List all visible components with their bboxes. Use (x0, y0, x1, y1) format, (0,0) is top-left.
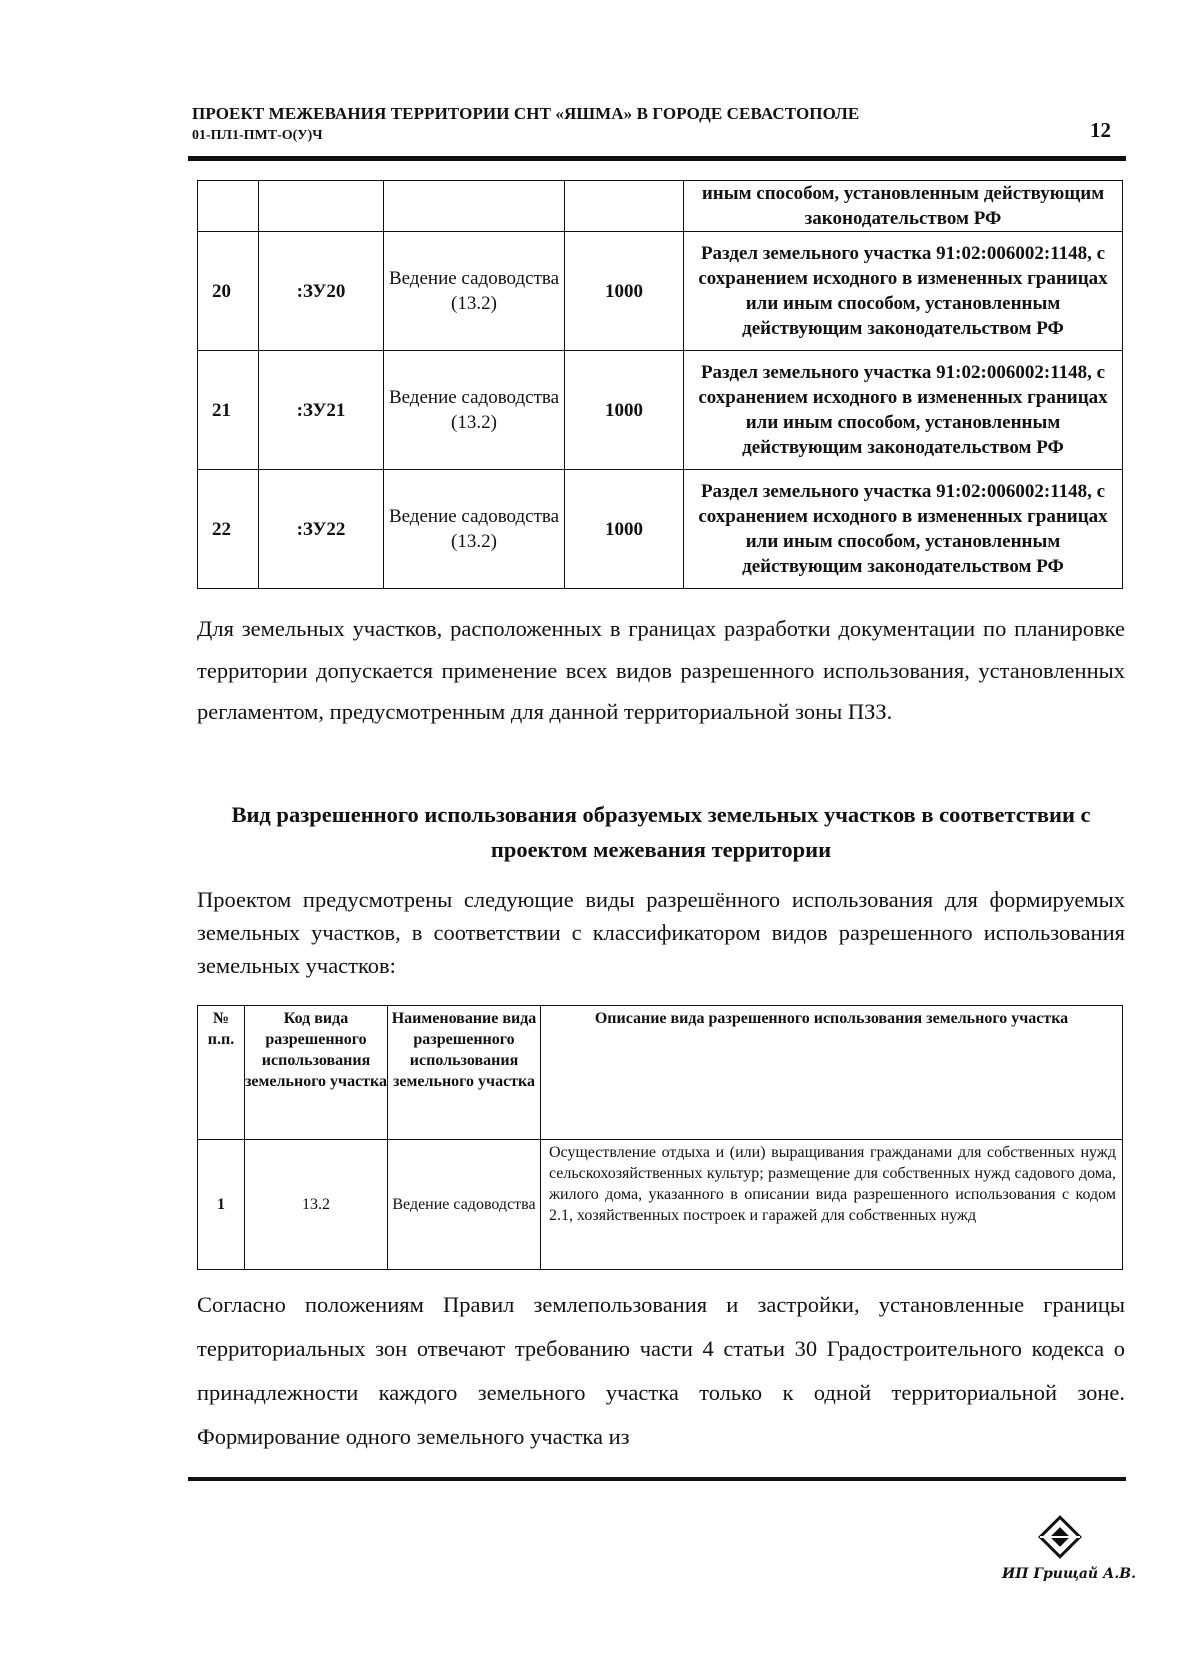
plot-area: 1000 (565, 470, 684, 589)
table-row (198, 1140, 1123, 1270)
plot-area: 1000 (565, 351, 684, 470)
plot-number: 21 (198, 351, 259, 470)
table-row (198, 470, 1123, 589)
section-title: Вид разрешенного использования образуемых земельных участков в соответствии с проектом межевания территории (231, 802, 1091, 862)
table-cell (259, 181, 384, 232)
plot-description: Раздел земельного участка 91:02:006002:1148, с сохранением исходного в измененных границах или иным способом, установленным действующим законодательством РФ (684, 470, 1123, 589)
header-code: Код вида разрешенного использования земельного участка (245, 1006, 388, 1140)
table-row (198, 351, 1123, 470)
plot-area: 1000 (565, 232, 684, 351)
company-logo-icon (1000, 1515, 1120, 1595)
plot-code: :ЗУ21 (259, 351, 384, 470)
paragraph-permitted-uses: Для земельных участков, расположенных в границах разработки документации по планировке территории допускается применение всех видов разрешенного использования, установленных регламентом, предусмотренным для данной территориальной зоны ПЗЗ. (197, 616, 1125, 724)
header-rule (188, 156, 1126, 161)
paragraph-uses-intro: Проектом предусмотрены следующие виды разрешённого использования для формируемых земельных участков, в соответствии с классификатором видов разрешенного использования земельных участков: (197, 887, 1125, 978)
table-row (198, 181, 1123, 232)
header-title: ПРОЕКТ МЕЖЕВАНИЯ ТЕРРИТОРИИ СНТ «ЯШМА» В ГОРОДЕ СЕВАСТОПОЛЕ (192, 104, 860, 123)
plot-number: 20 (198, 232, 259, 351)
footer-rule (188, 1477, 1126, 1481)
plot-code: :ЗУ22 (259, 470, 384, 589)
use-description: Осуществление отдыха и (или) выращивания гражданами для собственных нужд сельскохозяйственных культур; размещение для собственных нужд садового дома, жилого дома, указанного в описании вида разрешенного использования с кодом 2.1, хозяйственных построек и гаражей для собственных нужд (541, 1140, 1123, 1270)
uses-table (197, 1005, 1123, 1270)
use-name: Ведение садоводства (388, 1140, 541, 1270)
stamp-text: ИП Грищай А.В. (1002, 1566, 1136, 1582)
plot-description: Раздел земельного участка 91:02:006002:1148, с сохранением исходного в измененных границах или иным способом, установленным действующим законодательством РФ (684, 232, 1123, 351)
plot-use: Ведение садоводства (13.2) (384, 351, 565, 470)
document-code: 01-ПЛ1-ПМТ-О(У)Ч (192, 128, 323, 143)
plot-use: Ведение садоводства (13.2) (384, 470, 565, 589)
table-cell (565, 181, 684, 232)
plot-code: :ЗУ20 (259, 232, 384, 351)
plot-use: Ведение садоводства (13.2) (384, 232, 565, 351)
plot-description: Раздел земельного участка 91:02:006002:1148, с сохранением исходного в измененных границах или иным способом, установленным действующим законодательством РФ (684, 351, 1123, 470)
paragraph-zoning: Согласно положениям Правил землепользования и застройки, установленные границы территориальных зон отвечают требованию части 4 статьи 30 Градостроительного кодекса о принадлежности каждого земельного участка только к одной территориальной зоне. Формирование одного земельного участка из (197, 1292, 1125, 1449)
use-number: 1 (198, 1140, 245, 1270)
table-row (198, 232, 1123, 351)
header-description: Описание вида разрешенного использования земельного участка (541, 1006, 1123, 1140)
header-num: № п.п. (198, 1006, 245, 1140)
page-number: 12 (1090, 118, 1111, 142)
table-cell (384, 181, 565, 232)
plot-number: 22 (198, 470, 259, 589)
plots-table (197, 180, 1123, 589)
table-header-row (198, 1006, 1123, 1140)
use-code: 13.2 (245, 1140, 388, 1270)
plot-description: иным способом, установленным действующим законодательством РФ (684, 181, 1123, 232)
table-cell (198, 181, 259, 232)
header-name: Наименование вида разрешенного использования земельного участка (388, 1006, 541, 1140)
